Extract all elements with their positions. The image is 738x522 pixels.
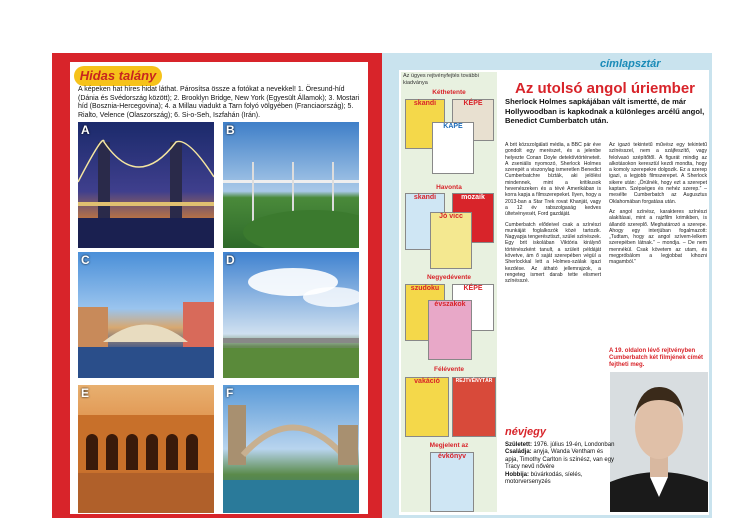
photo-c bbox=[78, 252, 214, 378]
article-headline: Az utolsó angol úriember bbox=[515, 80, 696, 97]
sidebar-label-ketheente: Kéthetente bbox=[432, 89, 466, 96]
section-title: címlapsztár bbox=[600, 58, 661, 70]
hobby-label: Hobbija: bbox=[505, 471, 529, 478]
mostar-bridge-image bbox=[223, 385, 359, 513]
millau-viaduct-image bbox=[223, 122, 359, 248]
family-label: Családja: bbox=[505, 449, 532, 456]
article-paragraph: Az igazó tekintetű művész egy tekintetű színésszel, nem a szájfeszítő, vagy felolvasó szépítőtől. A figurát mindig az alkotásokon keresztül kezdi mondta, hogy a komoly szerepekre dolgozik. Ez a szerep igazi, a legjobb filmszerepet. A Sherlock sikere után: „Örülnék, hogy ezt a szerepet kaptam. Szépséges és nehéz szerep.” – mesélte Cumberbatch az Augusztus Oklahomában forgatása után. bbox=[609, 142, 707, 205]
born-value: 1976. július 19-én, Londonban bbox=[533, 442, 615, 448]
article-column-1 bbox=[505, 142, 601, 285]
sidebar-intro: Az ügyes rejtvényfejtés további kiadványa bbox=[403, 73, 479, 86]
sidebar-label-felevente: Féléventе bbox=[434, 366, 464, 373]
photo-label-d: D bbox=[226, 253, 235, 267]
photo-e bbox=[78, 385, 214, 513]
profile-title: névjegy bbox=[505, 426, 546, 438]
magazine-cover: REJTVÉNYTÁR bbox=[452, 377, 496, 437]
si-o-seh-bridge-image bbox=[78, 385, 214, 513]
photo-a bbox=[78, 122, 214, 248]
magazine-cover: vakáció bbox=[405, 377, 449, 437]
article-paragraph: A brit közszolgálati média, a BBC pár éve gondolt egy merészet, és a jelenbe helyezte Conan Doyle detektívtörténeteit. A zseniális nyomozó, Sherlock Holmes szerepét a viszonylag ismeretlen Benedict Cumberbatchre bízták, aki jelölési mindennek, mint a kritikusok hevenészeken és a tévé Amerikában is korra kapja a filmszerepeket. Ilyen, hogy a 2013-ban a Star Trek rovat Khanját, vagy a 12 év rabszolgaság kedves ültetvényesét, Ford gazdáját. bbox=[505, 142, 601, 218]
brooklyn-bridge-image bbox=[78, 122, 214, 248]
magazine-cover: Jó vicc bbox=[430, 212, 472, 269]
magazine-cover: skandi bbox=[405, 99, 445, 149]
article-paragraph: Az angol színész, karakteres színészi alakításai, mint a rajzfilm krimikben, is állandó szereplő. Meghatározó a szerepe. Ahogy egy interjúban fogalmazott: „Tudtam, hogy az angol szívem-lelkem szerepében látnak.” – mondja. – De nem mennékül. Csak követem az utam, és megpróbálom a legjobbat kihozni magamból.” bbox=[609, 208, 707, 266]
magazine-cover: KÉPE bbox=[452, 99, 494, 141]
magazine-cover: szudoku bbox=[405, 284, 445, 341]
sidebar-label-megjelent: Megjelent az bbox=[429, 442, 469, 449]
photo-label-c: C bbox=[81, 253, 90, 267]
photo-label-f: F bbox=[226, 386, 234, 400]
magazine-cover: KÉPE bbox=[452, 284, 494, 331]
article-column-2 bbox=[609, 142, 707, 266]
puzzle-text bbox=[78, 86, 363, 120]
photo-label-a: A bbox=[81, 123, 90, 137]
article-paragraph: Cumberbatch elődeivel csak a színészi munkáját foglalkozók közé tartozik. Nagyapja tengerésztiszt, szülei színészek. Egy brit iskolában Viktória királynő történészként tanult, a szüleit példáját követve, ám ő saját szerepében végül a Sherlockkal lett a Holmes-szálak igazi kezdése. Az átható jellemrajzok, a rengeteg ismert darab tette elismert színésszé. bbox=[505, 221, 601, 285]
born-label: Született: bbox=[505, 442, 532, 448]
photo-d bbox=[223, 252, 359, 378]
photo-label-b: B bbox=[226, 123, 235, 137]
actor-portrait-image bbox=[610, 372, 708, 512]
puzzle-title: Hidas talány bbox=[74, 66, 162, 86]
article-subhead: Sherlock Holmes sapkájában vált ismertté, de már Hollywoodban is kapkodnak a különleges arcélű angol, Benedict Cumberbatch után. bbox=[505, 97, 705, 125]
magazine-cover: mozaik bbox=[452, 193, 494, 243]
photo-f bbox=[223, 385, 359, 513]
photo-b bbox=[223, 122, 359, 248]
puzzle-items: 1. Öresund-híd (Dánia és Svédország között); 2. Brooklyn Bridge, New York (Egyesült Államok); 3. Mostari híd (Bosznia-Hercegovina); 4. a Millau viadukt a Tarn folyó völgyében (Franciaország); 5. Rialto, Velence (Olaszország); 6. Si-o-Seh, Iszfahán (Irán). bbox=[78, 86, 360, 119]
profile-details bbox=[505, 442, 615, 486]
magazine-cover: évkönyv bbox=[430, 452, 474, 512]
hobby-value: búvárkodás, síelés, motorversenyzés bbox=[505, 471, 583, 486]
family-value: anyja, Wanda Ventham és apja, Timothy Carlton is színész, van egy Tracy nevű nővére bbox=[505, 449, 615, 471]
portrait-photo bbox=[610, 372, 708, 512]
magazine-cover: KAPE bbox=[432, 122, 474, 174]
magazine-cover: évszakok bbox=[428, 300, 472, 360]
photo-label-e: E bbox=[81, 386, 90, 400]
rialto-bridge-image bbox=[78, 252, 214, 378]
sidebar-label-havonta: Havonta bbox=[436, 184, 462, 191]
sidebar-label-negyedevente: Negyedévente bbox=[426, 274, 472, 281]
magazine-cover: skandi bbox=[405, 193, 445, 250]
puzzle-intro: A képeken hat híres hidat láthat. Párosítsa össze a fotókat a nevekkel! bbox=[78, 86, 296, 93]
oresund-bridge-image bbox=[223, 252, 359, 378]
puzzle-promo: A 19. oldalon lévő rejtvényben Cumberbatch két filmjének címét fejtheti meg. bbox=[609, 348, 704, 368]
